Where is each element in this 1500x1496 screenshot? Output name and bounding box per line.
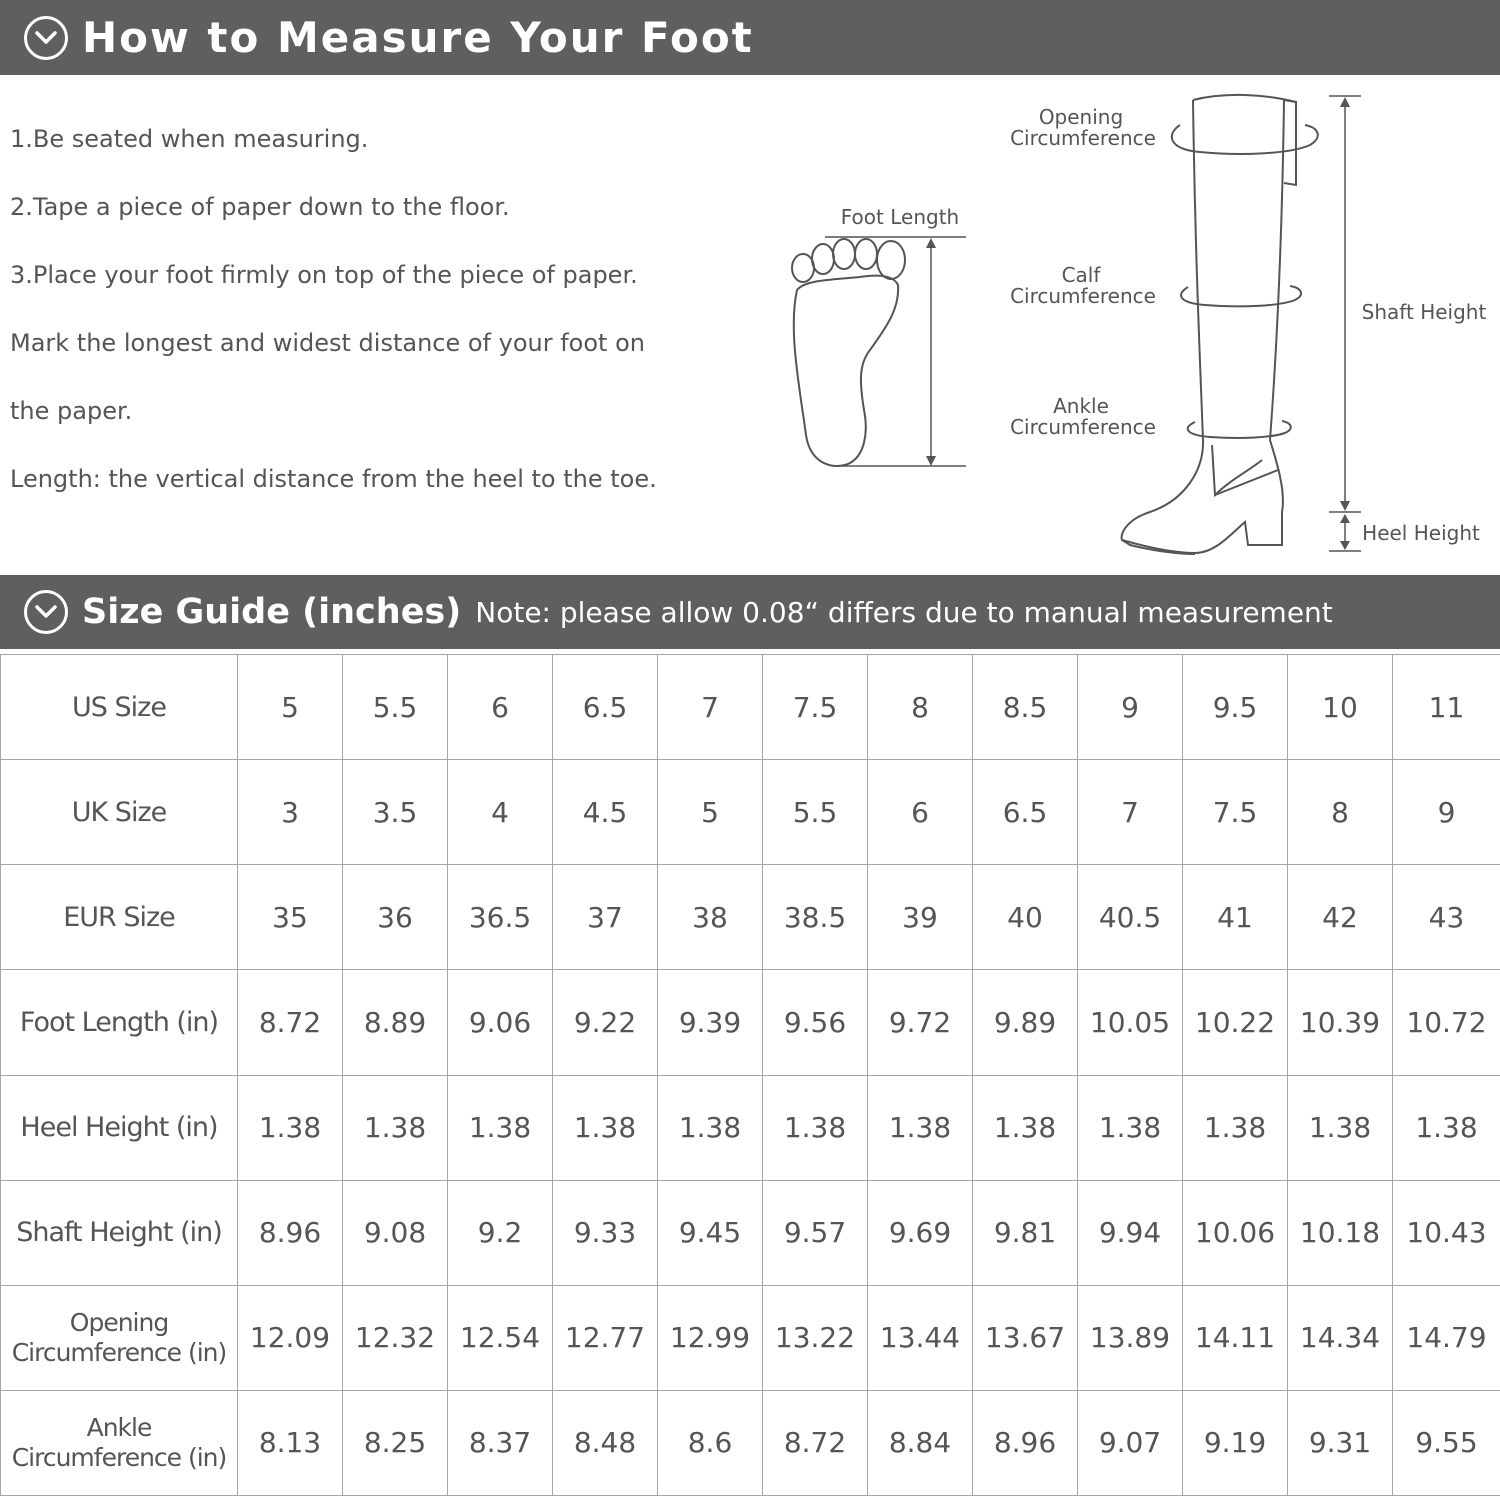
table-cell: 36 (343, 865, 448, 970)
table-cell: 1.38 (448, 1075, 553, 1180)
heel-height-label: Heel Height (1362, 521, 1480, 545)
table-cell: 9.22 (553, 970, 658, 1075)
instruction-line: 3.Place your foot firmly on top of the piece of paper. (10, 261, 638, 289)
table-cell: 1.38 (1078, 1075, 1183, 1180)
table-cell: 8.84 (868, 1390, 973, 1495)
row-label (1, 1285, 238, 1390)
table-cell: 8.6 (658, 1390, 763, 1495)
calf-label-2: Circumference (1010, 284, 1156, 308)
table-cell: 40 (973, 865, 1078, 970)
table-cell: 38.5 (763, 865, 868, 970)
row-label (1, 760, 238, 865)
row-label-text: Circumference (in) (11, 1442, 227, 1472)
table-cell: 9.5 (1183, 655, 1288, 760)
table-cell: 8.13 (238, 1390, 343, 1495)
table-cell: 12.54 (448, 1285, 553, 1390)
instruction-line: the paper. (10, 397, 133, 425)
table-cell: 14.79 (1393, 1285, 1500, 1390)
instruction-line: Length: the vertical distance from the heel to the toe. (10, 465, 657, 493)
table-cell: 6 (868, 760, 973, 865)
row-label (1, 655, 238, 760)
table-cell: 13.44 (868, 1285, 973, 1390)
table-cell: 9.19 (1183, 1390, 1288, 1495)
table-cell: 8.48 (553, 1390, 658, 1495)
table-cell: 9.72 (868, 970, 973, 1075)
table-cell: 1.38 (868, 1075, 973, 1180)
table-cell: 12.09 (238, 1285, 343, 1390)
instruction-line: 1.Be seated when measuring. (10, 125, 369, 153)
table-cell: 9.55 (1393, 1390, 1500, 1495)
table-cell: 7 (1078, 760, 1183, 865)
table-cell: 1.38 (553, 1075, 658, 1180)
table-cell: 10.22 (1183, 970, 1288, 1075)
opening-label-2: Circumference (1010, 126, 1156, 150)
boot-outline-icon (1122, 95, 1296, 554)
table-cell: 1.38 (973, 1075, 1078, 1180)
table-cell: 9.33 (553, 1180, 658, 1285)
table-cell: 1.38 (763, 1075, 868, 1180)
table-cell: 6.5 (553, 655, 658, 760)
table-cell: 9.89 (973, 970, 1078, 1075)
table-cell: 11 (1393, 655, 1500, 760)
instruction-line: Mark the longest and widest distance of your foot on (10, 329, 645, 357)
measurement-illustration (780, 85, 1495, 565)
table-row (1, 1180, 1500, 1285)
table-cell: 7.5 (1183, 760, 1288, 865)
table-cell: 8.5 (973, 655, 1078, 760)
opening-label-1: Opening (1038, 105, 1124, 129)
row-label-text: EUR Size (63, 901, 175, 933)
table-cell: 8.96 (973, 1390, 1078, 1495)
table-cell: 4.5 (553, 760, 658, 865)
table-row (1, 1390, 1500, 1495)
table-cell: 7 (658, 655, 763, 760)
table-cell: 5.5 (763, 760, 868, 865)
table-row (1, 1285, 1500, 1390)
table-cell: 43 (1393, 865, 1500, 970)
row-label (1, 970, 238, 1075)
table-cell: 9 (1078, 655, 1183, 760)
table-cell: 3 (238, 760, 343, 865)
table-cell: 4 (448, 760, 553, 865)
table-row (1, 760, 1500, 865)
table-cell: 9.31 (1288, 1390, 1393, 1495)
table-cell: 9.81 (973, 1180, 1078, 1285)
row-label (1, 1075, 238, 1180)
table-cell: 12.99 (658, 1285, 763, 1390)
page-title: How to Measure Your Foot (82, 13, 754, 62)
table-cell: 38 (658, 865, 763, 970)
row-label-text: Ankle (86, 1412, 152, 1442)
row-label-text: US Size (72, 691, 166, 723)
table-cell: 1.38 (1288, 1075, 1393, 1180)
table-cell: 14.34 (1288, 1285, 1393, 1390)
table-cell: 5 (658, 760, 763, 865)
table-cell: 8.37 (448, 1390, 553, 1495)
row-label-text: Heel Height (in) (20, 1112, 218, 1144)
table-cell: 1.38 (658, 1075, 763, 1180)
table-cell: 39 (868, 865, 973, 970)
table-cell: 13.89 (1078, 1285, 1183, 1390)
table-cell: 13.22 (763, 1285, 868, 1390)
table-cell: 9.06 (448, 970, 553, 1075)
measure-banner (0, 0, 1500, 75)
table-cell: 5 (238, 655, 343, 760)
table-cell: 9.08 (343, 1180, 448, 1285)
table-cell: 12.77 (553, 1285, 658, 1390)
table-cell: 12.32 (343, 1285, 448, 1390)
chevron-down-circle-icon (24, 590, 68, 634)
table-cell: 8 (868, 655, 973, 760)
row-label (1, 865, 238, 970)
row-label-text: Foot Length (in) (19, 1006, 219, 1038)
row-label-text: UK Size (71, 796, 167, 828)
table-cell: 37 (553, 865, 658, 970)
table-cell: 8.72 (763, 1390, 868, 1495)
table-cell: 42 (1288, 865, 1393, 970)
table-cell: 8.72 (238, 970, 343, 1075)
size-table (0, 654, 1500, 1496)
table-cell: 6.5 (973, 760, 1078, 865)
table-cell: 9 (1393, 760, 1500, 865)
table-cell: 41 (1183, 865, 1288, 970)
instruction-line: 2.Tape a piece of paper down to the floor. (10, 193, 510, 221)
row-label-text: Shaft Height (in) (16, 1217, 222, 1249)
instructions (10, 110, 750, 518)
chevron-down-circle-icon (24, 16, 68, 60)
table-cell: 9.56 (763, 970, 868, 1075)
table-cell: 13.67 (973, 1285, 1078, 1390)
table-cell: 1.38 (238, 1075, 343, 1180)
table-cell: 10.05 (1078, 970, 1183, 1075)
table-cell: 1.38 (1393, 1075, 1500, 1180)
table-cell: 8.96 (238, 1180, 343, 1285)
table-cell: 3.5 (343, 760, 448, 865)
table-row (1, 655, 1500, 760)
table-cell: 14.11 (1183, 1285, 1288, 1390)
size-guide-title: Size Guide (inches) (82, 592, 462, 632)
size-guide-banner (0, 575, 1500, 649)
table-cell: 40.5 (1078, 865, 1183, 970)
table-row (1, 865, 1500, 970)
table-cell: 9.2 (448, 1180, 553, 1285)
row-label-text: Circumference (in) (11, 1337, 227, 1367)
table-cell: 8.25 (343, 1390, 448, 1495)
size-table-body (1, 655, 1500, 1496)
row-label (1, 1180, 238, 1285)
table-cell: 9.94 (1078, 1180, 1183, 1285)
table-cell: 9.57 (763, 1180, 868, 1285)
table-cell: 10.39 (1288, 970, 1393, 1075)
calf-label-1: Calf (1061, 263, 1101, 287)
table-cell: 9.45 (658, 1180, 763, 1285)
table-cell: 36.5 (448, 865, 553, 970)
table-cell: 8 (1288, 760, 1393, 865)
table-cell: 7.5 (763, 655, 868, 760)
row-label-text: Opening (69, 1307, 169, 1337)
table-cell: 1.38 (343, 1075, 448, 1180)
table-cell: 10.06 (1183, 1180, 1288, 1285)
table-cell: 9.39 (658, 970, 763, 1075)
shaft-height-label: Shaft Height (1361, 300, 1487, 324)
foot-outline-icon (792, 239, 905, 466)
table-cell: 6 (448, 655, 553, 760)
table-cell: 10.72 (1393, 970, 1500, 1075)
table-cell: 10.18 (1288, 1180, 1393, 1285)
ankle-label-1: Ankle (1053, 394, 1109, 418)
table-cell: 10.43 (1393, 1180, 1500, 1285)
table-cell: 9.07 (1078, 1390, 1183, 1495)
table-cell: 5.5 (343, 655, 448, 760)
table-row (1, 1075, 1500, 1180)
row-label (1, 1390, 238, 1495)
size-guide-note: Note: please allow 0.08“ differs due to manual measurement (475, 595, 1333, 629)
table-cell: 35 (238, 865, 343, 970)
table-cell: 9.69 (868, 1180, 973, 1285)
foot-length-label: Foot Length (840, 205, 960, 229)
ankle-label-2: Circumference (1010, 415, 1156, 439)
table-cell: 8.89 (343, 970, 448, 1075)
table-row (1, 970, 1500, 1075)
table-cell: 1.38 (1183, 1075, 1288, 1180)
table-cell: 10 (1288, 655, 1393, 760)
